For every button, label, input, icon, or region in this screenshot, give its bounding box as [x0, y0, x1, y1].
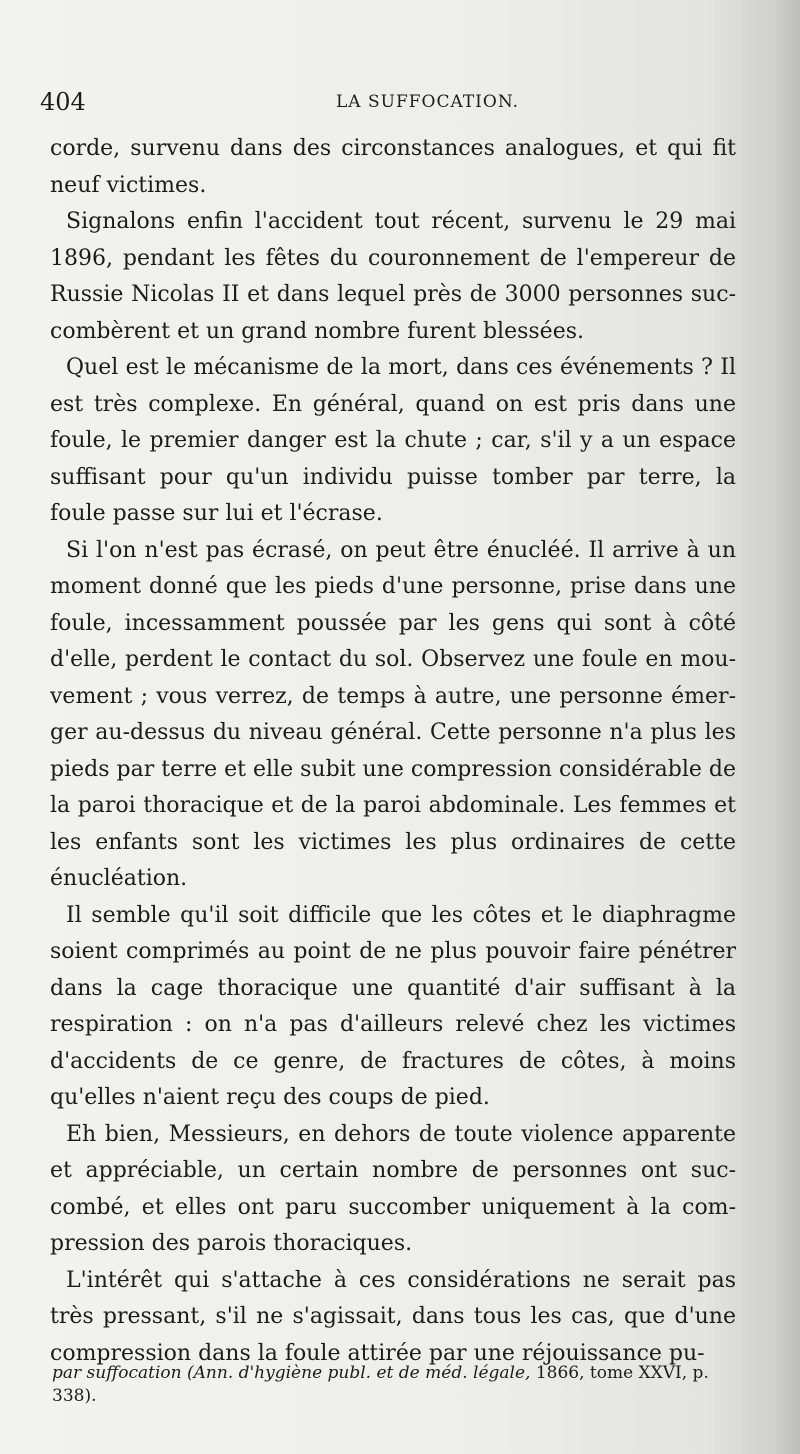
footnote-citation-italic: (Ann. d'hygiène publ. et de méd. légale,	[187, 1363, 536, 1383]
paragraph: Il semble qu'il soit difficile que les côtes et le diaphragme soient comprimés au point de ne plus pouvoir faire pénétrer dans la cage thoracique une quantité d'air suffisant à la respiration : on n'a pas d'ailleurs relevé chez les victimes d'accidents de ce genre, de fractures de côtes, à moins qu'elles n'aient reçu des coups de pied.	[50, 902, 736, 1110]
footnote-citation-roman: 1866, tome XXVI, p. 338).	[52, 1363, 709, 1406]
paragraph: corde, survenu dans des circonstances analogues, et qui fit neuf victimes.	[50, 136, 736, 198]
paragraph: Eh bien, Messieurs, en dehors de toute violence apparente et appréciable, un certain nombre de personnes ont succombé, et elles ont paru succomber uniquement à la compression des parois thoraciques.	[50, 1121, 736, 1256]
body-text	[50, 131, 736, 1372]
page-header	[40, 84, 740, 120]
paragraph: Signalons enfin l'accident tout récent, survenu le 29 mai 1896, pendant les fêtes du couronnement de l'empereur de Russie Nicolas II et dans lequel près de 3000 personnes succombèrent et un grand nombre furent blessées.	[50, 209, 736, 344]
page-number: 404	[40, 88, 86, 116]
paragraph: Si l'on n'est pas écrasé, on peut être énucléé. Il arrive à un moment donné que les pieds d'une personne, prise dans une foule, incessamment poussée par les gens qui sont à côté d'elle, perdent le contact du sol. Observez une foule en mouvement ; vous verrez, de temps à autre, une personne émerger au-dessus du niveau général. Cette personne n'a plus les pieds par terre et elle subit une compression considérable de la paroi thoracique et de la paroi abdominale. Les femmes et les enfants sont les victimes les plus ordinaires de cette énucléation.	[50, 537, 736, 891]
running-title: LA SUFFOCATION.	[336, 92, 520, 112]
footnote-italic-lead: par suffocation	[52, 1363, 188, 1383]
paragraph: Quel est le mécanisme de la mort, dans ces événements ? Il est très complexe. En général, quand on est pris dans une foule, le premier danger est la chute ; car, s'il y a un espace suffisant pour qu'un individu puisse tomber par terre, la foule passe sur lui et l'écrase.	[50, 355, 736, 526]
paragraph: L'intérêt qui s'attache à ces considérations ne serait pas très pressant, s'il ne s'agissait, dans tous les cas, que d'une compression dans la foule attirée par une réjouissance pu-	[50, 1267, 736, 1366]
footnote	[52, 1362, 736, 1408]
